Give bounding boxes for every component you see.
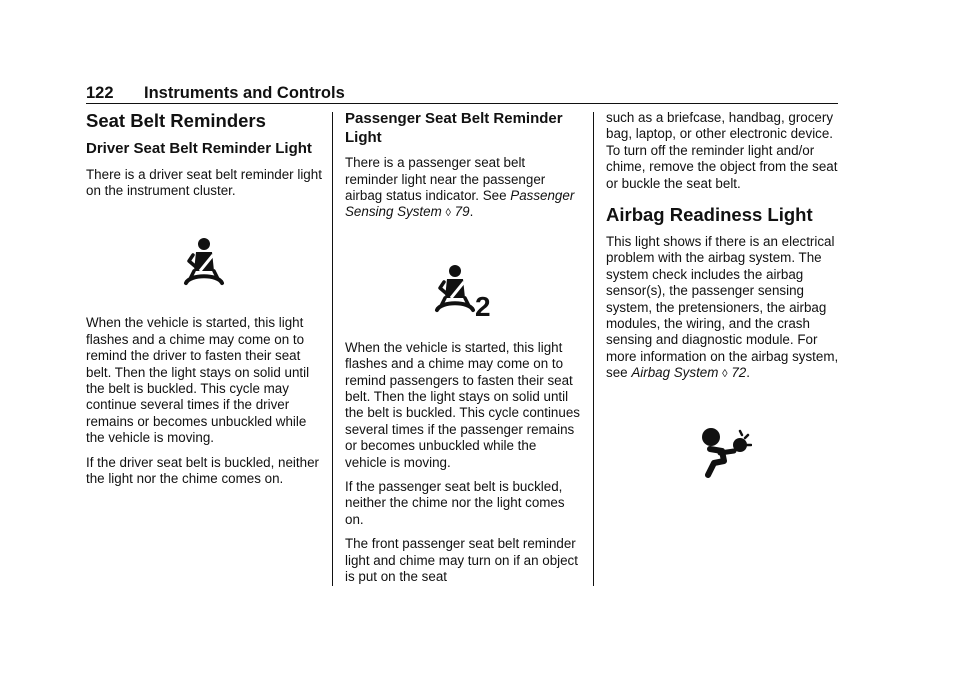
page-header [86,84,838,103]
subheading-driver-reminder: Driver Seat Belt Reminder Light [86,140,312,157]
driver-behavior-paragraph: When the vehicle is started, this light flashes and a chime may come on to remind the driver to fasten their seat belt. Then the light stays on solid until the belt is buckled. This cycle may continue several times if the driver remains or becomes unbuckled while the vehicle is moving. [86,315,310,446]
column-divider-2 [593,112,594,586]
seatbelt-driver-icon [180,237,230,287]
page-ref-icon: ◊ [722,368,728,381]
section-heading-seat-belt-reminders: Seat Belt Reminders [86,110,266,131]
column-2 [345,110,581,594]
airbag-system-page: 72 [731,365,747,381]
period: . [469,204,474,220]
passenger-intro-paragraph [345,155,581,222]
airbag-readiness-paragraph [606,234,842,383]
passenger-icon-label: 2 [475,290,491,320]
seatbelt-passenger-icon [431,264,501,320]
airbag-icon-area [606,391,842,501]
airbag-readiness-icon [696,427,752,479]
passenger-sensing-link-text: Passenger Sensing System [345,188,575,220]
passenger-icon-area [345,230,581,340]
section-title: Instruments and Controls [144,84,345,102]
header-rule [86,103,838,104]
object-continuation-paragraph: such as a briefcase, handbag, grocery bag, laptop, or other electronic device. To turn off the reminder light and/or chime, remove the object from the seat or buckle the seat belt. [606,110,838,191]
column-1 [86,110,322,495]
passenger-sensing-page: 79 [454,204,470,220]
passenger-buckled-paragraph: If the passenger seat belt is buckled, neither the chime nor the light comes on. [345,479,565,527]
airbag-system-link[interactable] [631,365,746,380]
airbag-readiness-text: This light shows if there is an electrical problem with the airbag system. The system check includes the airbag sensor(s), the passenger sensing system, the pretensioners, the airbag modules, the wiring, and the crash sensing and diagnostic module. For more information on the airbag system, see [606,234,839,381]
driver-intro-paragraph: There is a driver seat belt reminder light on the instrument cluster. [86,166,322,198]
passenger-object-paragraph: The front passenger seat belt reminder light and chime may turn on if an object is put on the seat [345,536,578,585]
passenger-behavior-paragraph: When the vehicle is started, this light flashes and a chime may come on to remind passengers to fasten their seat belt. Then the light stays on solid until the belt is buckled. This cycle continues several times if the passenger remains or becomes unbuckled while the vehicle is moving. [345,339,580,470]
page-ref-icon: ◊ [445,207,451,220]
period: . [746,365,750,381]
driver-icon-area [86,207,322,315]
page-number: 122 [86,84,114,102]
passenger-intro-text: There is a passenger seat belt reminder light near the passenger airbag status indicator. See [345,155,546,203]
column-3 [606,110,842,501]
airbag-system-link-text: Airbag System [631,365,719,381]
subheading-passenger-reminder: Passenger Seat Belt Reminder Light [345,110,563,146]
driver-buckled-paragraph: If the driver seat belt is buckled, neither the light nor the chime comes on. [86,454,319,487]
section-heading-airbag-readiness: Airbag Readiness Light [606,204,813,226]
column-divider-1 [332,112,333,586]
